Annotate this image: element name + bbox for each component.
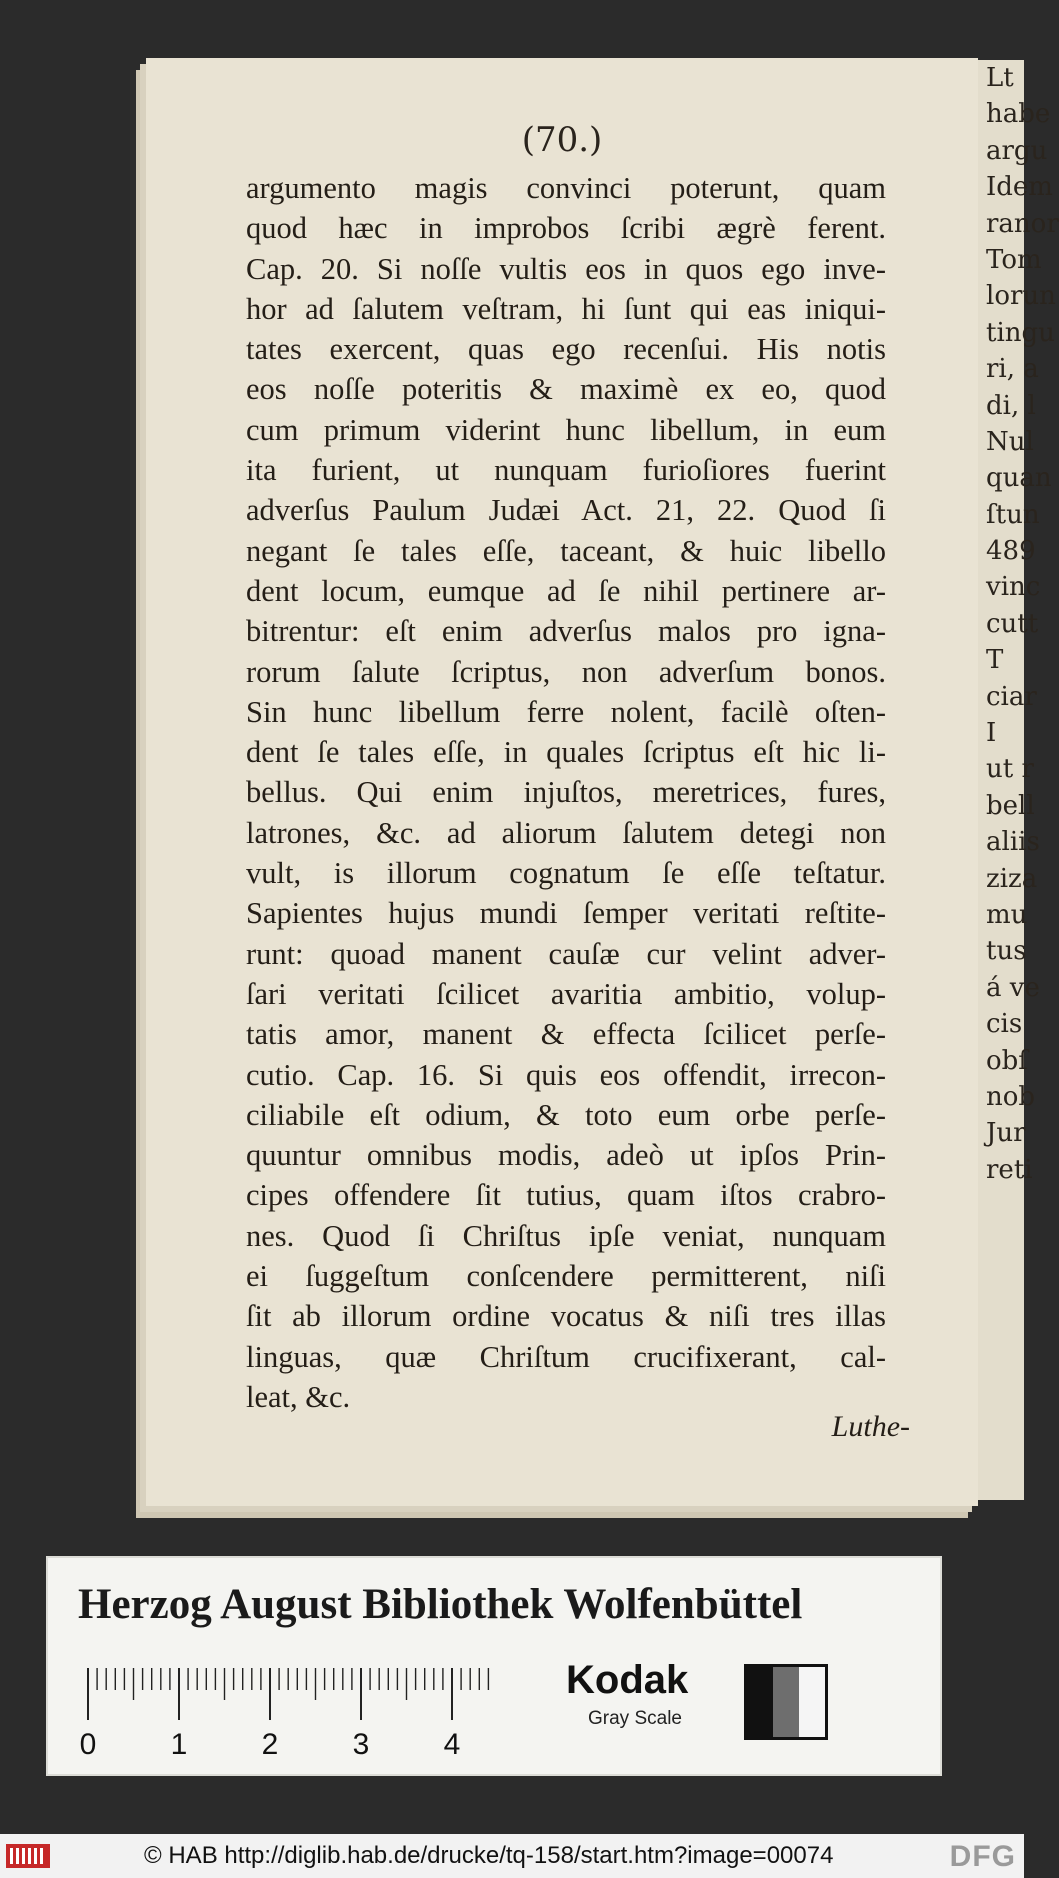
color-reference-card (46, 1556, 942, 1776)
facing-page-fragment: nob (986, 1081, 1036, 1112)
page-number: (70.) (521, 120, 603, 160)
facing-page-fragment: di, l (986, 390, 1036, 421)
text-line: Cap. 20. Si noſſe vultis eos in quos ego inve- (246, 251, 886, 286)
text-line: tatis amor, manent & effecta ſcilicet perſe- (246, 1017, 886, 1052)
facing-page-fragment: 489 (986, 536, 1036, 567)
facing-page-fragment: I (986, 718, 997, 749)
facing-page-fragment: obſ (986, 1045, 1028, 1076)
text-line: quuntur omnibus modis, adeò ut ipſos Prin- (246, 1138, 886, 1173)
facing-page-fragment: tus (986, 936, 1027, 967)
facing-page-fragment: cutt (986, 608, 1039, 639)
text-line: Sapientes hujus mundi ſemper veritati reſtite- (246, 896, 886, 931)
kodak-logo: Kodak (566, 1658, 689, 1702)
facing-page-fragment: Jur (986, 1118, 1026, 1149)
facing-page-fragment: ri, a (986, 354, 1039, 385)
ruler-number: 0 (79, 1728, 97, 1761)
facing-page-fragment: Idem (986, 172, 1053, 203)
text-line: bitrentur: eſt enim adverſus malos pro igna- (246, 614, 886, 649)
facing-page-fragment: mu (986, 899, 1028, 930)
hab-logo-icon (6, 1844, 50, 1868)
facing-page-fragment: quan (986, 463, 1052, 494)
text-line: ciliabile eſt odium, & toto eum orbe perſe- (246, 1097, 886, 1132)
facing-page-fragment: ut r (986, 754, 1034, 785)
text-line: vult, is illorum cognatum ſe eſſe teſtatur. (246, 856, 886, 891)
gray-patch (799, 1667, 825, 1737)
gray-patch (747, 1667, 773, 1737)
catchword: Luthe- (831, 1410, 910, 1443)
ruler (78, 1660, 548, 1760)
text-line: ſit ab illorum ordine vocatus & niſi tres illas (246, 1299, 886, 1334)
facing-page-fragment: T (986, 645, 1004, 676)
library-name: Herzog August Bibliothek Wolfenbüttel (78, 1581, 803, 1628)
text-line: linguas, quæ Chriſtum crucifixerant, cal- (246, 1339, 886, 1374)
facing-page-fragment: ciar (986, 681, 1037, 712)
facing-page-fragment: argu (986, 135, 1048, 166)
facing-page-fragment: bell (986, 790, 1035, 821)
ruler-number: 4 (443, 1728, 461, 1761)
text-line: cipes offendere ſit tutius, quam iſtos crabro- (246, 1178, 886, 1213)
facing-page-fragment: Lt (986, 63, 1014, 93)
text-line: ſari veritati ſcilicet avaritia ambitio, volup- (246, 976, 886, 1011)
text-line: tates exercent, quas ego recenſui. His notis (246, 332, 886, 367)
facing-page-fragment: Nul (986, 426, 1034, 457)
facing-page-fragment: ſtun (986, 499, 1040, 530)
text-line: eos noſſe poteritis & maximè ex eo, quod (246, 372, 886, 407)
text-line: argumento magis convinci poterunt, quam (246, 171, 886, 205)
text-line: dent ſe tales eſſe, in quales ſcriptus eſt hic li- (246, 735, 886, 770)
dfg-logo: DFG (949, 1840, 1016, 1873)
text-line: rorum ſalute ſcriptus, non adverſum bonos. (246, 654, 886, 689)
text-line: ita furient, ut nunquam furioſiores fuerint (246, 453, 886, 488)
gray-patch (773, 1667, 799, 1737)
text-line: dent locum, eumque ad ſe nihil pertinere ar- (246, 573, 886, 608)
text-line: cum primum viderint hunc libellum, in eum (246, 412, 886, 447)
gray-patches (744, 1664, 828, 1740)
facing-page-fragment: ziza (986, 863, 1038, 894)
facing-page-fragment: tingu (986, 317, 1055, 348)
text-line: latrones, &c. ad aliorum ſalutem detegi non (246, 815, 886, 850)
text-line: leat, &c. (246, 1379, 351, 1414)
text-line: runt: quoad manent cauſæ cur velint adver- (246, 936, 886, 971)
ruler-number: 1 (170, 1728, 188, 1761)
text-line: bellus. Qui enim injuſtos, meretrices, fures, (246, 775, 886, 810)
text-line: quod hæc in improbos ſcribi ægrè ferent. (246, 211, 886, 246)
footer-source-url: © HAB http://diglib.hab.de/drucke/tq-158/start.htm?image=00074 (144, 1842, 834, 1869)
facing-page-fragment: cis (986, 1009, 1023, 1040)
book-page (146, 58, 978, 1506)
text-line: cutio. Cap. 16. Si quis eos offendit, irrecon- (246, 1057, 886, 1092)
facing-page-edge (978, 60, 1059, 1500)
ruler-number: 3 (352, 1728, 370, 1761)
gray-scale-label: Gray Scale (588, 1708, 682, 1729)
ruler-number: 2 (261, 1728, 279, 1761)
text-line: negant ſe tales eſſe, taceant, & huic libello (246, 533, 886, 568)
footer-bar (0, 1834, 1024, 1878)
text-line: ei ſuggeſtum conſcendere permitterent, niſi (246, 1259, 886, 1294)
facing-page-fragment: ranor (986, 208, 1059, 239)
facing-page-fragment: lorun (986, 281, 1056, 312)
text-line: Sin hunc libellum ferre nolent, facilè oſten- (246, 694, 886, 729)
facing-page-fragment: habe (986, 99, 1051, 130)
text-line: hor ad ſalutem veſtram, hi ſunt qui eas iniqui- (246, 291, 886, 326)
facing-page-fragment: vinc (986, 572, 1041, 603)
page-body-text (246, 168, 886, 1417)
facing-page-fragment: á ve (986, 972, 1040, 1003)
text-line: nes. Quod ſi Chriſtus ipſe veniat, nunquam (246, 1218, 886, 1253)
facing-page-fragment: Tom (986, 244, 1042, 275)
facing-page-fragment: reti (986, 1154, 1033, 1185)
facing-page-fragment: aliis (986, 827, 1040, 858)
text-line: adverſus Paulum Judæi Act. 21, 22. Quod ſi (246, 493, 886, 528)
